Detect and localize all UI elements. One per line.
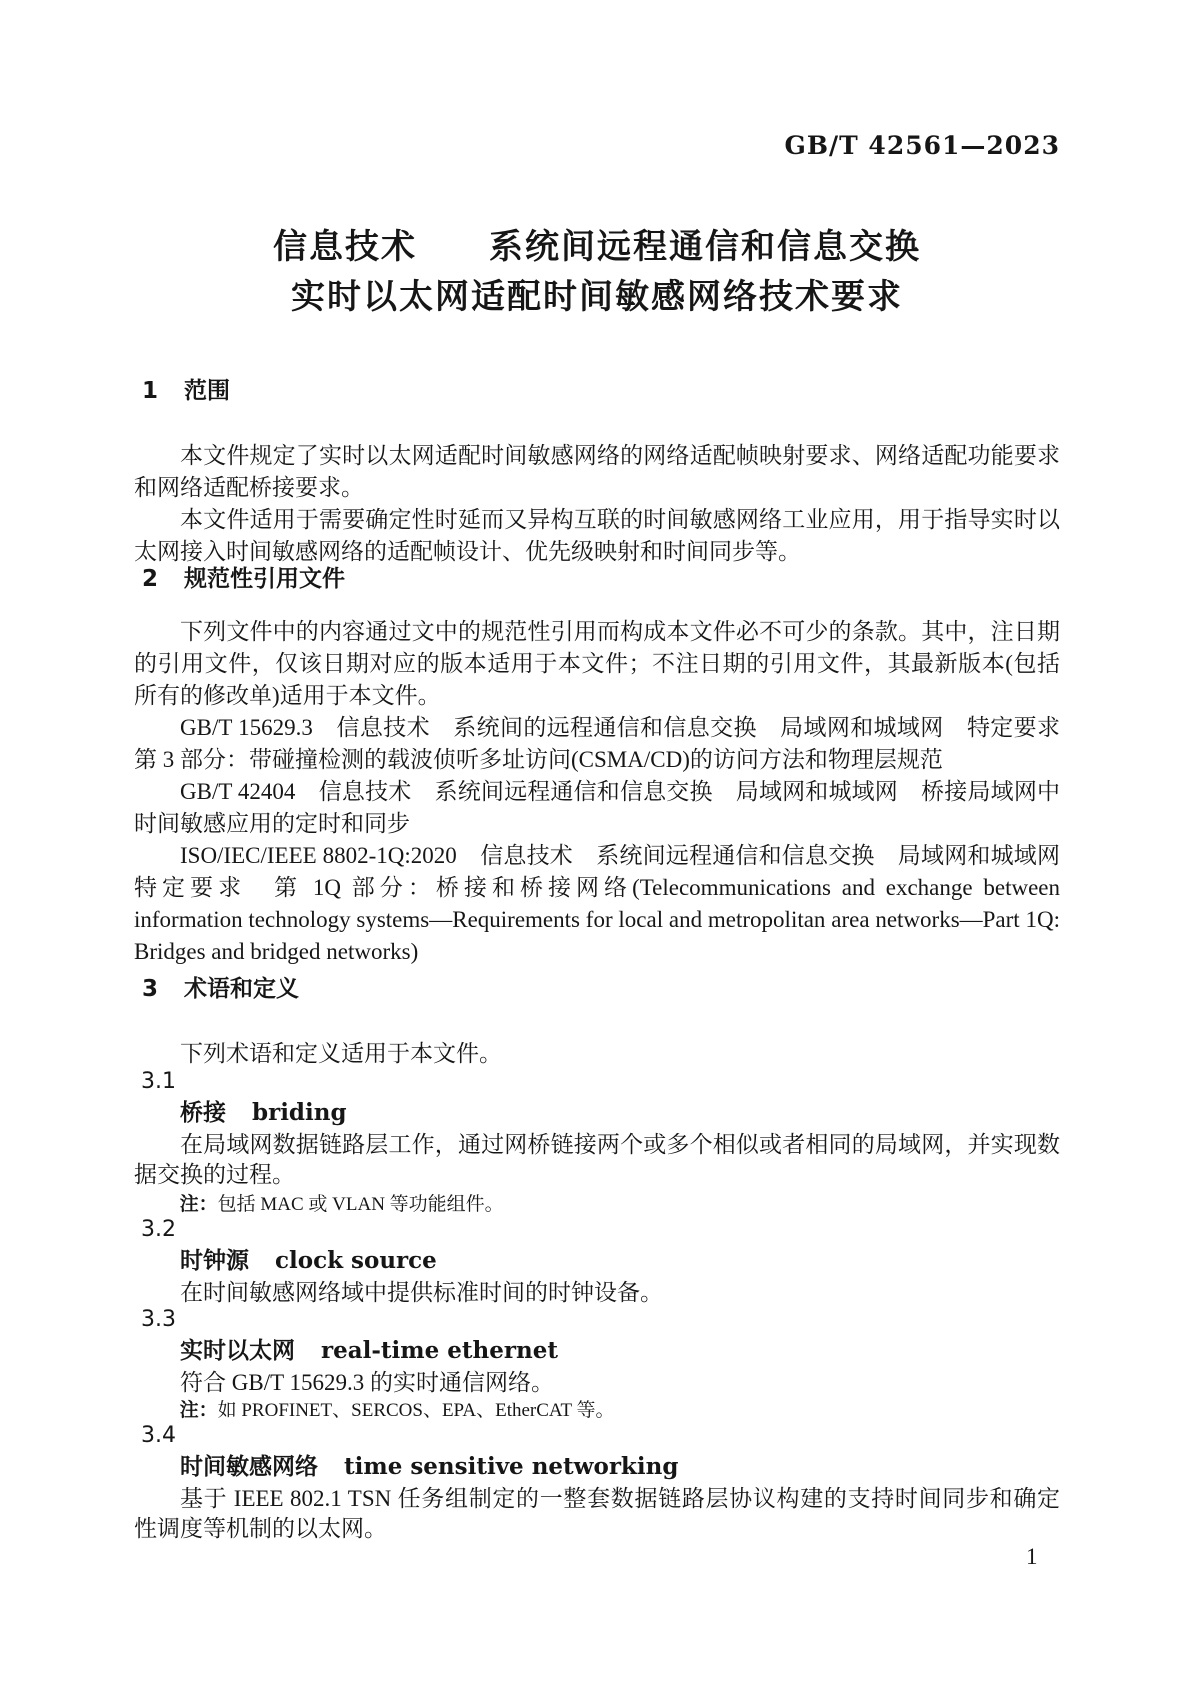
term-headword xyxy=(180,1248,437,1274)
term-definition: 在局域网数据链路层工作，通过网桥链接两个或多个相似或者相同的局域网，并实现数据交换的过程。 xyxy=(134,1132,1060,1187)
term-headword-en: time sensitive networking xyxy=(344,1453,679,1480)
term-headword-en: briding xyxy=(252,1099,347,1126)
term-headword-cn: 时钟源 xyxy=(180,1248,249,1274)
term-definition: 符合 GB/T 15629.3 的实时通信网络。 xyxy=(180,1370,554,1395)
term-number: 3.4 xyxy=(141,1423,176,1448)
section-heading-normative-references xyxy=(142,566,1060,592)
references-intro: 下列文件中的内容通过文中的规范性引用而构成本文件必不可少的条款。其中，注日期的引用文件，仅该日期对应的版本适用于本文件；不注日期的引用文件，其最新版本(包括所有的修改单)适用于本文件。 xyxy=(134,619,1060,708)
scope-paragraph-1: 本文件规定了实时以太网适配时间敏感网络的网络适配帧映射要求、网络适配功能要求和网络适配桥接要求。 xyxy=(134,443,1060,500)
reference-item: GB/T 42404 信息技术 系统间远程通信和信息交换 局域网和城域网 桥接局域网中时间敏感应用的定时和同步 xyxy=(134,779,1060,836)
term-note xyxy=(134,1398,1060,1423)
term-headword-cn: 时间敏感网络 xyxy=(180,1454,318,1480)
term-definition: 在时间敏感网络域中提供标准时间的时钟设备。 xyxy=(180,1280,663,1305)
section-title: 术语和定义 xyxy=(184,976,300,1002)
term-headword xyxy=(180,1338,558,1364)
term-note xyxy=(134,1192,1060,1217)
document-title-line2: 实时以太网适配时间敏感网络技术要求 xyxy=(291,277,903,317)
term-number: 3.3 xyxy=(141,1307,176,1332)
reference-item: ISO/IEC/IEEE 8802-1Q:2020 信息技术 系统间远程通信和信息交换 局域网和城域网 特定要求 第 1Q 部分：桥接和桥接网络(Telecommunications and exchange between information technology systems—Requirements for local and metropolitan area networks—Part 1Q: Bridges and bridged networks) xyxy=(134,843,1083,964)
term-headword-en: clock source xyxy=(275,1247,437,1274)
page-number: 1 xyxy=(1026,1544,1038,1569)
note-text: 包括 MAC 或 VLAN 等功能组件。 xyxy=(217,1194,504,1215)
section-title: 规范性引用文件 xyxy=(184,566,346,592)
term-headword-en: real-time ethernet xyxy=(321,1337,558,1364)
note-label: 注： xyxy=(179,1193,218,1215)
standard-code: GB/T 42561—2023 xyxy=(784,131,1060,160)
term-headword-cn: 实时以太网 xyxy=(180,1338,295,1364)
note-label: 注： xyxy=(179,1399,218,1421)
term-headword xyxy=(180,1100,347,1126)
section-number: 2 xyxy=(142,566,159,592)
term-headword-cn: 桥接 xyxy=(180,1100,226,1126)
section-number: 1 xyxy=(142,378,159,404)
terms-intro: 下列术语和定义适用于本文件。 xyxy=(180,1041,502,1066)
scope-paragraph-1-container xyxy=(134,440,1060,504)
document-title xyxy=(134,222,1060,322)
section-heading-terms-and-definitions xyxy=(142,976,1060,1002)
document-title-line1: 信息技术 系统间远程通信和信息交换 xyxy=(273,227,921,267)
normative-references-block xyxy=(134,616,1083,968)
term-headword xyxy=(180,1454,678,1480)
term-number: 3.1 xyxy=(141,1069,176,1094)
note-text: 如 PROFINET、SERCOS、EPA、EtherCAT 等。 xyxy=(217,1400,615,1421)
term-definition: 基于 IEEE 802.1 TSN 任务组制定的一整套数据链路层协议构建的支持时间同步和确定性调度等机制的以太网。 xyxy=(134,1486,1060,1541)
section-title: 范围 xyxy=(184,378,231,404)
section-heading-scope xyxy=(142,378,1060,404)
reference-item: GB/T 15629.3 信息技术 系统间的远程通信和信息交换 局域网和城域网 特定要求 第 3 部分：带碰撞检测的载波侦听多址访问(CSMA/CD)的访问方法和物理层规范 xyxy=(134,715,1083,772)
section-number: 3 xyxy=(142,976,159,1002)
term-number: 3.2 xyxy=(141,1217,176,1242)
scope-paragraph-2: 本文件适用于需要确定性时延而又异构互联的时间敏感网络工业应用，用于指导实时以太网接入时间敏感网络的适配帧设计、优先级映射和时间同步等。 xyxy=(134,507,1060,564)
scope-paragraph-2-container xyxy=(134,504,1060,568)
